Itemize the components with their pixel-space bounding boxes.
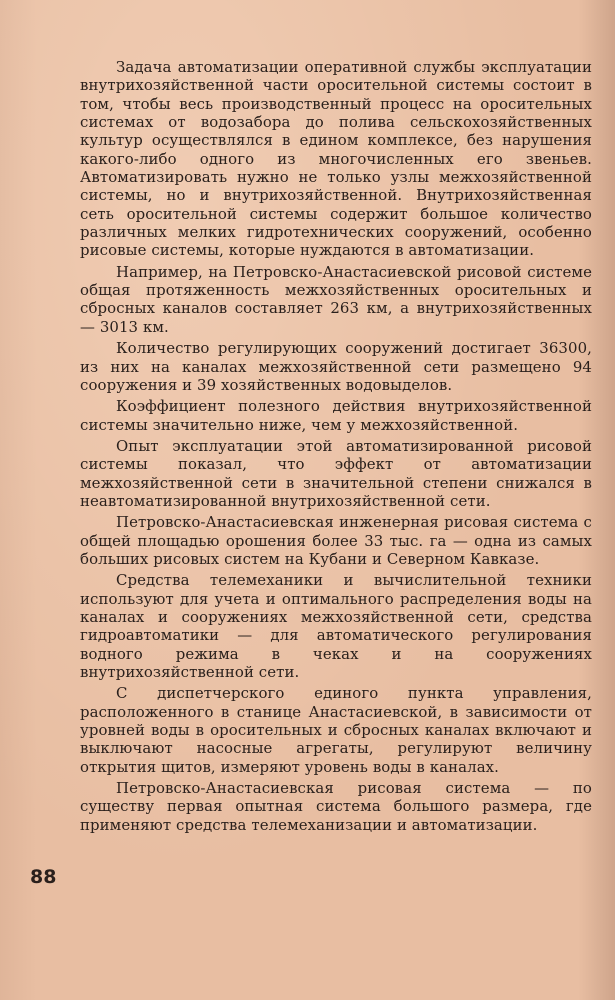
page-number: 88 <box>30 866 57 888</box>
paragraph: Петровско-Анастасиевская рисовая система — по существу первая опытная система большого размера, где применяют средства телемеханизации и автоматизации. <box>80 779 592 834</box>
paragraph: Опыт эксплуатации этой автоматизированной рисовой системы показал, что эффект от автоматизации межхозяйственной сети в значительной степени снижался в неавтоматизированной внутрихозяйственной сети. <box>80 436 592 510</box>
paragraph: Петровско-Анастасиевская инженерная рисовая система с общей площадью орошения более 33 тыс. га — одна из самых больших рисовых систем на Кубани и Северном Кавказе. <box>80 513 592 568</box>
paragraph: Количество регулирующих сооружений достигает 36300, из них на каналах межхозяйственной сети размещено 94 сооружения и 39 хозяйственных водовыделов. <box>80 339 592 394</box>
paragraph: Средства телемеханики и вычислительной техники используют для учета и оптимального распределения воды на каналах и сооружениях межхозяйственной сети, средства гидроавтоматики — для автоматического регулирования водного режима в чеках и на сооружениях внутрихозяйственной сети. <box>80 571 592 681</box>
paragraph: Коэффициент полезного действия внутрихозяйственной системы значительно ниже, чем у межхозяйственной. <box>80 397 592 434</box>
paragraph: Задача автоматизации оперативной службы эксплуатации внутрихозяйственной части оросительной системы состоит в том, чтобы весь производственный процесс на оросительных системах от водозабора до полива сельскохозяйственных культур осуществлялся в едином комплексе, без нарушения какого-либо одного из многочисленных его звеньев. Автоматизировать нужно не только узлы межхозяйственной системы, но и внутрихозяйственной. Внутрихозяйственная сеть оросительной системы содержит большое количество различных мелких гидротехнических сооружений, особенно рисовые системы, которые нуждаются в автоматизации. <box>80 58 592 260</box>
paragraph: С диспетчерского единого пункта управления, расположенного в станице Анастасиевской, в зависимости от уровней воды в оросительных и сбросных каналах включают и выключают насосные агрегаты, регулируют величину открытия щитов, измеряют уровень воды в каналах. <box>80 684 592 776</box>
paragraph: Например, на Петровско-Анастасиевской рисовой системе общая протяженность межхозяйственных оросительных и сбросных каналов составляет 263 км, а внутрихозяйственных — 3013 км. <box>80 262 592 336</box>
body-text <box>80 58 592 837</box>
